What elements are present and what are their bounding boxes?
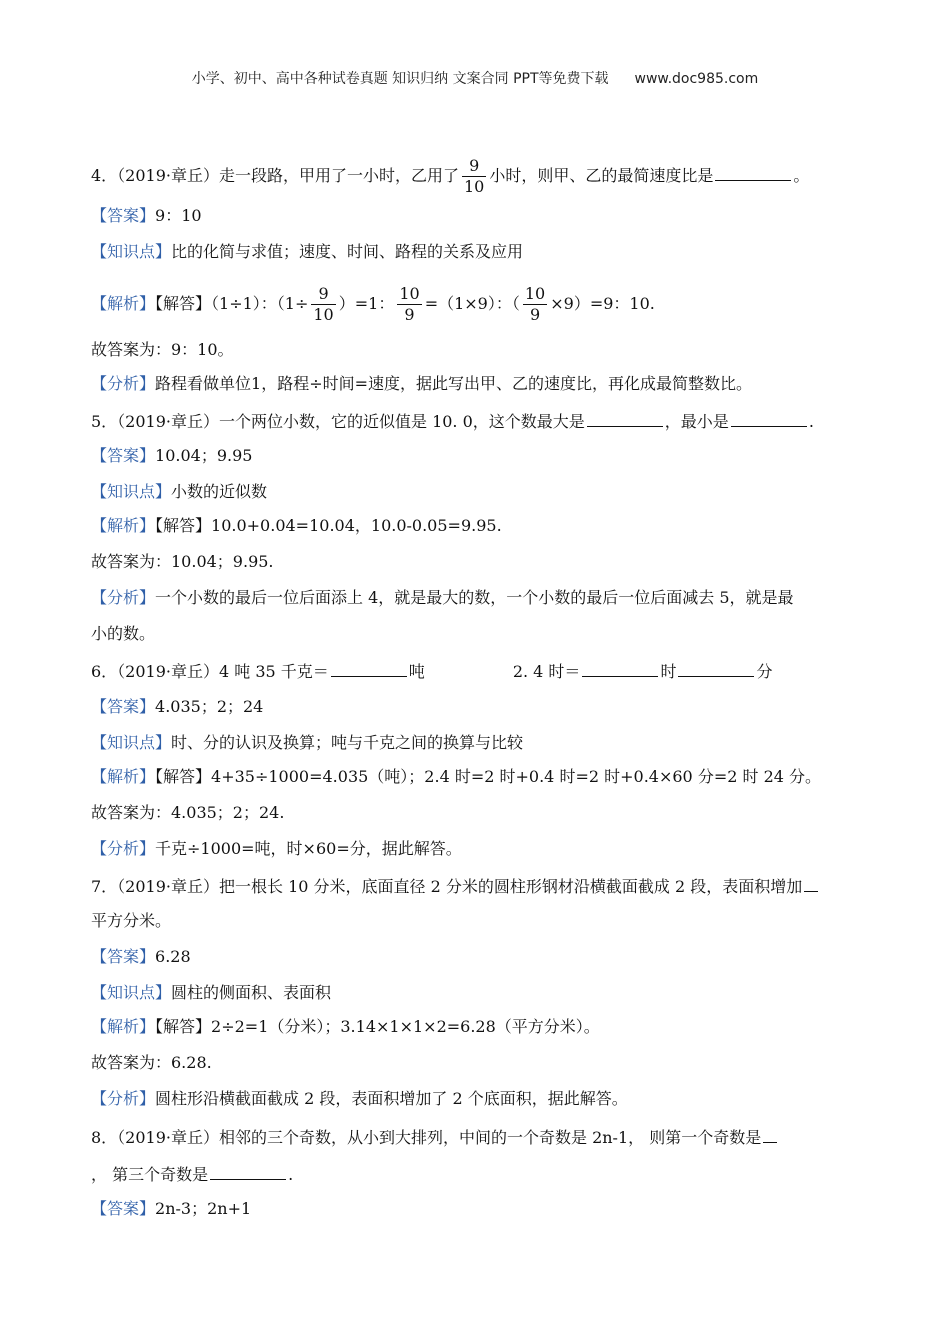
q6-solution: 【解析】【解答】4+35÷1000=4.035（吨）；2.4 时=2 时+0.4 时=2 时+0.4×60 分=2 时 24 分。 <box>91 767 822 786</box>
q5-solution: 【解析】【解答】10.0+0.04=10.04，10.0-0.05=9.95. <box>91 516 502 535</box>
solution-tag: 【解析】 <box>91 516 156 535</box>
q5-conclusion: 故答案为：10.04；9.95. <box>91 552 274 571</box>
answer-blank <box>210 1161 286 1180</box>
answer-blank <box>331 658 407 677</box>
q7-stem-cont: 平方分米。 <box>91 911 172 930</box>
q6-analysis: 【分析】千克÷1000=吨，时×60=分，据此解答。 <box>91 839 462 858</box>
q8-answer: 【答案】2n-3；2n+1 <box>91 1199 252 1218</box>
q4-sol-fraction-1: $\frac{9}{10}$ <box>313 284 334 324</box>
answer-blank <box>678 658 754 677</box>
answer-tag: 【答案】 <box>91 697 156 716</box>
solution-tag: 【解析】 <box>91 1017 156 1036</box>
q7-solution: 【解析】【解答】2÷2=1（分米）；3.14×1×1×2=6.28（平方分米）。 <box>91 1017 600 1036</box>
page-header <box>0 68 950 88</box>
answer-blank <box>587 408 663 427</box>
q5-stem: 5．（2019·章丘）一个两位小数，它的近似值是 10. 0，这个数最大是 ，最小是 . <box>91 408 890 434</box>
knowledge-tag: 【知识点】 <box>91 733 172 752</box>
answer-blank <box>763 1124 777 1143</box>
q6-stem: 6．（2019·章丘）4 吨 35 千克＝ 吨 2. 4 时＝ 时 分 <box>91 658 890 684</box>
answer-tag: 【答案】 <box>91 206 156 225</box>
q7-conclusion: 故答案为：6.28. <box>91 1053 212 1072</box>
knowledge-tag: 【知识点】 <box>91 983 172 1002</box>
answer-blank <box>804 873 818 892</box>
q4-answer: 【答案】9：10 <box>91 206 202 225</box>
q4-solution: 【解析】【解答】（1÷1）：（1÷ $\frac{9}{10}$ ）=1： $\frac{10}{9}$ =（1×9）：（ $\frac{10}{9}$ ×9）=9：10. <box>91 284 655 324</box>
q8-stem-cont: ， 第三个奇数是 . <box>91 1161 890 1187</box>
analysis-tag: 【分析】 <box>91 588 156 607</box>
answer-blank <box>731 408 807 427</box>
q5-analysis-cont: 小的数。 <box>91 624 156 643</box>
q8-stem: 8．（2019·章丘）相邻的三个奇数，从小到大排列，中间的一个奇数是 2n-1， 则第一个奇数是 <box>91 1124 890 1150</box>
header-text: 小学、初中、高中各种试卷真题 知识归纳 文案合同 PPT等免费下载 <box>191 71 609 87</box>
q6-conclusion: 故答案为：4.035；2；24. <box>91 803 285 822</box>
q5-answer: 【答案】10.04；9.95 <box>91 446 253 465</box>
q6-knowledge: 【知识点】时、分的认识及换算；吨与千克之间的换算与比较 <box>91 733 524 752</box>
q4-conclusion: 故答案为：9：10。 <box>91 340 234 359</box>
q7-knowledge: 【知识点】圆柱的侧面积、表面积 <box>91 983 332 1002</box>
answer-tag: 【答案】 <box>91 446 156 465</box>
q6-answer: 【答案】4.035；2；24 <box>91 697 264 716</box>
q5-analysis: 【分析】一个小数的最后一位后面添上 4，就是最大的数，一个小数的最后一位后面减去 5，就是最 <box>91 588 794 607</box>
q4-fraction: $\frac{9}{10}$ <box>464 156 485 196</box>
knowledge-tag: 【知识点】 <box>91 242 172 261</box>
q4-knowledge: 【知识点】比的化简与求值；速度、时间、路程的关系及应用 <box>91 242 524 261</box>
analysis-tag: 【分析】 <box>91 839 156 858</box>
q4-stem: 4．（2019·章丘）走一段路，甲用了一小时，乙用了 $\frac{9}{10}$ 小时，则甲、乙的最简速度比是 。 <box>91 156 810 196</box>
q4-analysis: 【分析】路程看做单位1，路程÷时间=速度，据此写出甲、乙的速度比，再化成最简整数比。 <box>91 374 753 393</box>
q7-analysis: 【分析】圆柱形沿横截面截成 2 段，表面积增加了 2 个底面积，据此解答。 <box>91 1089 628 1108</box>
answer-tag: 【答案】 <box>91 947 156 966</box>
solution-tag: 【解析】 <box>91 767 156 786</box>
q7-stem: 7．（2019·章丘）把一根长 10 分米，底面直径 2 分米的圆柱形钢材沿横截面截成 2 段，表面积增加 <box>91 873 890 899</box>
answer-tag: 【答案】 <box>91 1199 156 1218</box>
q5-knowledge: 【知识点】小数的近似数 <box>91 482 268 501</box>
answer-blank <box>582 658 658 677</box>
q7-answer: 【答案】6.28 <box>91 947 191 966</box>
solution-tag: 【解析】 <box>91 294 156 313</box>
q4-sol-fraction-2: $\frac{10}{9}$ <box>399 284 420 324</box>
answer-blank <box>715 162 791 181</box>
analysis-tag: 【分析】 <box>91 374 156 393</box>
q4-sol-fraction-3: $\frac{10}{9}$ <box>524 284 546 324</box>
knowledge-tag: 【知识点】 <box>91 482 172 501</box>
header-site: www.doc985.com <box>634 71 759 87</box>
analysis-tag: 【分析】 <box>91 1089 156 1108</box>
